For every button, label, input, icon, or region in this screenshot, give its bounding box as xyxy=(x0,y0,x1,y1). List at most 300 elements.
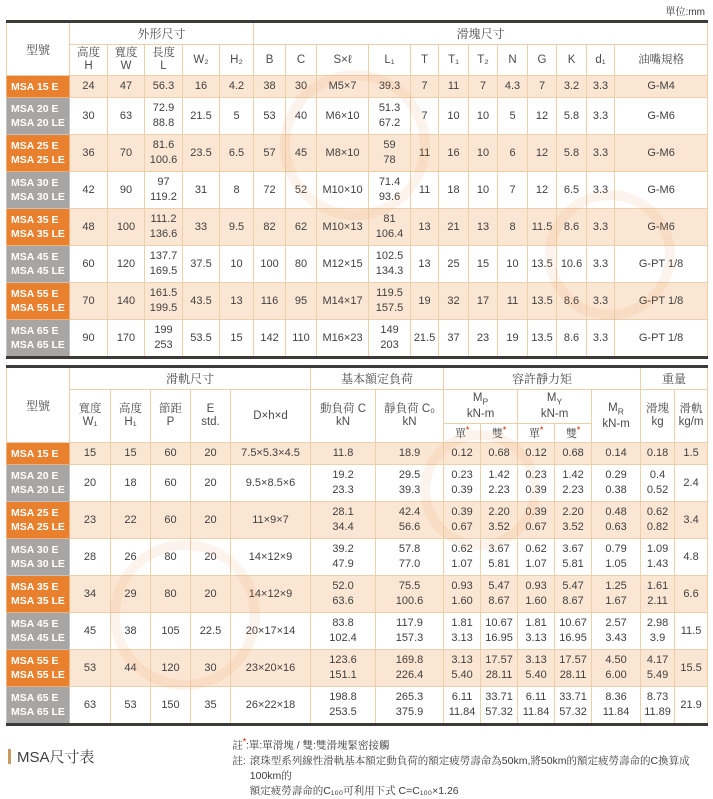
data-cell: 28 xyxy=(70,539,111,576)
data-cell: G-M6 xyxy=(615,209,708,246)
row-model-label: MSA 20 E MSA 20 LE xyxy=(7,465,70,502)
data-cell: 3.3 xyxy=(587,172,615,209)
data-cell: 11.5 xyxy=(528,209,557,246)
data-cell: 10 xyxy=(498,246,528,283)
data-cell: 38 xyxy=(111,613,151,650)
data-cell: 63 xyxy=(108,98,145,135)
data-cell: 13 xyxy=(411,246,439,283)
data-cell: 53.5 xyxy=(183,320,220,358)
data-cell: 23 xyxy=(469,320,498,358)
data-cell: M10×10 xyxy=(317,172,369,209)
data-cell: 0.18 xyxy=(641,443,675,465)
data-cell: 30 xyxy=(191,650,231,687)
data-cell: 8.6 xyxy=(557,320,587,358)
data-cell: 140 xyxy=(108,283,145,320)
table1-body xyxy=(7,76,708,358)
row-model-label: MSA 65 E MSA 65 LE xyxy=(7,320,70,358)
table-row xyxy=(7,650,708,687)
data-cell: 17.57 28.11 xyxy=(481,650,518,687)
data-cell: M6×10 xyxy=(317,98,369,135)
column-header: S×ℓ xyxy=(317,45,369,76)
data-cell: 57 xyxy=(254,135,286,172)
data-cell: 161.5 199.5 xyxy=(145,283,183,320)
table-row xyxy=(7,687,708,725)
data-cell: 1.81 3.13 xyxy=(518,613,555,650)
data-cell: 44 xyxy=(111,650,151,687)
row-model-label: MSA 45 E MSA 45 LE xyxy=(7,613,70,650)
data-cell: 38 xyxy=(254,76,286,98)
data-cell: 1.81 3.13 xyxy=(444,613,481,650)
data-cell: 40 xyxy=(286,98,317,135)
outer-block-dimensions-table xyxy=(6,20,708,359)
data-cell: 45 xyxy=(70,613,111,650)
data-cell: 20 xyxy=(191,576,231,613)
data-cell: 60 xyxy=(151,502,191,539)
data-cell: 19.2 23.3 xyxy=(311,465,376,502)
table-row xyxy=(7,98,708,135)
data-cell: 18 xyxy=(439,172,469,209)
data-cell: 10 xyxy=(469,135,498,172)
data-cell: 3.3 xyxy=(587,98,615,135)
data-cell: 11 xyxy=(411,135,439,172)
data-cell: 12 xyxy=(528,172,557,209)
data-cell: 10 xyxy=(469,172,498,209)
data-cell: 20 xyxy=(191,539,231,576)
data-cell: 120 xyxy=(108,246,145,283)
data-cell: 0.48 0.63 xyxy=(592,502,641,539)
data-cell: 72 xyxy=(254,172,286,209)
data-cell: 59 78 xyxy=(369,135,411,172)
table2-body xyxy=(7,443,708,725)
data-cell: 6.5 xyxy=(220,135,254,172)
data-cell: 30 xyxy=(286,76,317,98)
column-header: N xyxy=(498,45,528,76)
data-cell: 0.79 1.05 xyxy=(592,539,641,576)
data-cell: 29 xyxy=(111,576,151,613)
unit-label: 單位:mm xyxy=(665,7,705,18)
data-cell: 17.57 28.11 xyxy=(555,650,592,687)
data-cell: 6.6 xyxy=(675,576,708,613)
data-cell: 16 xyxy=(183,76,220,98)
data-cell: 75.5 100.6 xyxy=(376,576,444,613)
data-cell: 57.8 77.0 xyxy=(376,539,444,576)
data-cell: 3.3 xyxy=(587,283,615,320)
data-cell: 13.5 xyxy=(528,246,557,283)
data-cell: 3.67 5.81 xyxy=(481,539,518,576)
data-cell: 3.2 xyxy=(557,76,587,98)
data-cell: 10.67 16.95 xyxy=(481,613,518,650)
data-cell: 37 xyxy=(439,320,469,358)
col-header-mp: $M_P$ kN-m xyxy=(444,390,518,424)
data-cell: 6.11 11.84 xyxy=(444,687,481,725)
data-cell: 5.47 8.67 xyxy=(555,576,592,613)
data-cell: 10 xyxy=(439,98,469,135)
table-row xyxy=(7,613,708,650)
data-cell: 20 xyxy=(70,465,111,502)
data-cell: 3.3 xyxy=(587,246,615,283)
data-cell: 137.7 169.5 xyxy=(145,246,183,283)
data-cell: 265.3 375.9 xyxy=(376,687,444,725)
data-cell: 80 xyxy=(151,539,191,576)
data-cell: 37.5 xyxy=(183,246,220,283)
data-cell: M16×23 xyxy=(317,320,369,358)
data-cell: 13 xyxy=(411,209,439,246)
column-header: K xyxy=(557,45,587,76)
data-cell: G-M6 xyxy=(615,98,708,135)
data-cell: 3.3 xyxy=(587,209,615,246)
data-cell: 80 xyxy=(286,246,317,283)
data-cell: 82 xyxy=(254,209,286,246)
data-cell: 149 203 xyxy=(369,320,411,358)
data-cell: 4.3 xyxy=(498,76,528,98)
col-header-dynamic-load: 動負荷 C kN xyxy=(311,390,376,443)
data-cell: 110 xyxy=(286,320,317,358)
data-cell: 7 xyxy=(469,76,498,98)
table1-group-header-row xyxy=(7,22,708,45)
row-model-label: MSA 30 E MSA 30 LE xyxy=(7,539,70,576)
data-cell: 26 xyxy=(111,539,151,576)
data-cell: 199 253 xyxy=(145,320,183,358)
data-cell: 32 xyxy=(439,283,469,320)
table-row xyxy=(7,539,708,576)
data-cell: 5 xyxy=(498,98,528,135)
table-row xyxy=(7,502,708,539)
data-cell: 19 xyxy=(411,283,439,320)
data-cell: 1.09 1.43 xyxy=(641,539,675,576)
row-model-label: MSA 35 E MSA 35 LE xyxy=(7,209,70,246)
data-cell: 33 xyxy=(183,209,220,246)
table-row xyxy=(7,246,708,283)
data-cell: 43.5 xyxy=(183,283,220,320)
rail-load-weight-table xyxy=(6,365,708,726)
data-cell: 3.13 5.40 xyxy=(518,650,555,687)
data-cell: 11×9×7 xyxy=(231,502,311,539)
table1-column-header-row xyxy=(7,45,708,76)
data-cell: 42 xyxy=(70,172,108,209)
data-cell: 2.20 3.52 xyxy=(481,502,518,539)
rail-dimensions-group-header: 滑軌尺寸 xyxy=(70,367,311,390)
data-cell: 51.3 67.2 xyxy=(369,98,411,135)
data-cell: 8 xyxy=(220,172,254,209)
data-cell: 23.5 xyxy=(183,135,220,172)
row-model-label: MSA 15 E xyxy=(7,76,70,98)
data-cell: 22 xyxy=(111,502,151,539)
data-cell: 21.5 xyxy=(411,320,439,358)
data-cell: 100 xyxy=(108,209,145,246)
data-cell: 0.62 0.82 xyxy=(641,502,675,539)
data-cell: 3.3 xyxy=(587,135,615,172)
data-cell: 20 xyxy=(191,465,231,502)
table-row xyxy=(7,465,708,502)
data-cell: 7 xyxy=(411,98,439,135)
data-cell: 95 xyxy=(286,283,317,320)
data-cell: 53 xyxy=(254,98,286,135)
data-cell: 105 xyxy=(151,613,191,650)
data-cell: 150 xyxy=(151,687,191,725)
data-cell: M12×15 xyxy=(317,246,369,283)
footer xyxy=(6,734,707,799)
data-cell: G-M6 xyxy=(615,172,708,209)
data-cell: 16 xyxy=(439,135,469,172)
data-cell: 10.67 16.95 xyxy=(555,613,592,650)
data-cell: 24 xyxy=(70,76,108,98)
data-cell: 15 xyxy=(220,320,254,358)
col-header-h1: 高度 H₁ xyxy=(111,390,151,443)
col-header-my: $M_Y$ kN-m xyxy=(518,390,592,424)
data-cell: G-PT 1/8 xyxy=(615,283,708,320)
data-cell: 15.5 xyxy=(675,650,708,687)
table-row xyxy=(7,135,708,172)
column-header: B xyxy=(254,45,286,76)
col-header-double: 雙* xyxy=(481,424,518,443)
data-cell: 8.6 xyxy=(557,209,587,246)
data-cell: 71.4 93.6 xyxy=(369,172,411,209)
data-cell: 11.8 xyxy=(311,443,376,465)
column-header: T xyxy=(411,45,439,76)
data-cell: G-M4 xyxy=(615,76,708,98)
data-cell: 0.62 1.07 xyxy=(518,539,555,576)
data-cell: 34 xyxy=(70,576,111,613)
row-model-label: MSA 35 E MSA 35 LE xyxy=(7,576,70,613)
note-1: 註*:單:單滑塊 / 雙:雙滑塊緊密接觸 xyxy=(232,737,390,752)
row-model-label: MSA 25 E MSA 25 LE xyxy=(7,502,70,539)
data-cell: 20 xyxy=(191,502,231,539)
data-cell: 117.9 157.3 xyxy=(376,613,444,650)
basic-load-group-header: 基本額定負荷 xyxy=(311,367,444,390)
data-cell: 60 xyxy=(151,443,191,465)
data-cell: 102.5 134.3 xyxy=(369,246,411,283)
data-cell: 11 xyxy=(439,76,469,98)
data-cell: 53 xyxy=(111,687,151,725)
column-header: 高度 H xyxy=(70,45,108,76)
table-row xyxy=(7,283,708,320)
data-cell: 81.6 100.6 xyxy=(145,135,183,172)
data-cell: 0.39 0.67 xyxy=(444,502,481,539)
data-cell: 116 xyxy=(254,283,286,320)
data-cell: 8 xyxy=(498,209,528,246)
data-cell: 123.6 151.1 xyxy=(311,650,376,687)
data-cell: 4.2 xyxy=(220,76,254,98)
table-row xyxy=(7,76,708,98)
data-cell: 25 xyxy=(439,246,469,283)
data-cell: 3.3 xyxy=(587,76,615,98)
data-cell: 2.20 3.52 xyxy=(555,502,592,539)
data-cell: 2.98 3.9 xyxy=(641,613,675,650)
data-cell: 0.12 xyxy=(444,443,481,465)
data-cell: 10 xyxy=(220,246,254,283)
column-header: L₁ xyxy=(369,45,411,76)
data-cell: 4.17 5.49 xyxy=(641,650,675,687)
data-cell: 14×12×9 xyxy=(231,576,311,613)
data-cell: 83.8 102.4 xyxy=(311,613,376,650)
data-cell: 39.2 47.9 xyxy=(311,539,376,576)
data-cell: 30 xyxy=(70,98,108,135)
table2-group-header-row xyxy=(7,367,708,390)
table-row xyxy=(7,320,708,358)
data-cell: 5.8 xyxy=(557,135,587,172)
col-header-e-std: E std. xyxy=(191,390,231,443)
column-header: C xyxy=(286,45,317,76)
data-cell: 72.9 88.8 xyxy=(145,98,183,135)
data-cell: 1.61 2.11 xyxy=(641,576,675,613)
data-cell: 11.5 xyxy=(675,613,708,650)
data-cell: 97 119.2 xyxy=(145,172,183,209)
data-cell: 120 xyxy=(151,650,191,687)
data-cell: 15 xyxy=(469,246,498,283)
data-cell: 42.4 56.6 xyxy=(376,502,444,539)
column-header: 油嘴規格 xyxy=(615,45,708,76)
col-header-slider-weight: 滑塊 kg xyxy=(641,390,675,443)
data-cell: 7 xyxy=(498,172,528,209)
data-cell: 13 xyxy=(220,283,254,320)
data-cell: 80 xyxy=(151,576,191,613)
data-cell: 28.1 34.4 xyxy=(311,502,376,539)
col-header-single: 單* xyxy=(518,424,555,443)
row-model-label: MSA 20 E MSA 20 LE xyxy=(7,98,70,135)
data-cell: 52 xyxy=(286,172,317,209)
col-header-rail-weight: 滑軌 kg/m xyxy=(675,390,708,443)
data-cell: 21 xyxy=(439,209,469,246)
data-cell: 53 xyxy=(70,650,111,687)
data-cell: 10 xyxy=(469,98,498,135)
data-cell: 2.57 3.43 xyxy=(592,613,641,650)
data-cell: 198.8 253.5 xyxy=(311,687,376,725)
data-cell: 22.5 xyxy=(191,613,231,650)
table2-column-header-row xyxy=(7,390,708,424)
data-cell: 90 xyxy=(70,320,108,358)
data-cell: 48 xyxy=(70,209,108,246)
data-cell: 119.5 157.5 xyxy=(369,283,411,320)
note-2: 註: 滾珠型系列線性滑軌基本額定動負荷的額定疲勞壽命為50km,將50km的額定疲勞壽命的C換算成100km的 額定疲勞壽命的C₁₀₀可利用下式 C=C₁₀₀×1.26 xyxy=(232,754,690,797)
data-cell: 12 xyxy=(528,135,557,172)
block-dimensions-group-header: 滑塊尺寸 xyxy=(254,22,708,45)
data-cell: 4.8 xyxy=(675,539,708,576)
data-cell: 0.29 0.38 xyxy=(592,465,641,502)
data-cell: 12 xyxy=(528,98,557,135)
data-cell: 5.47 8.67 xyxy=(481,576,518,613)
data-cell: 33.71 57.32 xyxy=(555,687,592,725)
data-cell: 13.5 xyxy=(528,283,557,320)
data-cell: 13 xyxy=(469,209,498,246)
data-cell: 3.4 xyxy=(675,502,708,539)
data-cell: M10×13 xyxy=(317,209,369,246)
data-cell: 60 xyxy=(70,246,108,283)
row-model-label: MSA 45 E MSA 45 LE xyxy=(7,246,70,283)
data-cell: 142 xyxy=(254,320,286,358)
data-cell: 8.73 11.89 xyxy=(641,687,675,725)
data-cell: 3.13 5.40 xyxy=(444,650,481,687)
column-header: W₂ xyxy=(183,45,220,76)
col-header-dhd: D×h×d xyxy=(231,390,311,443)
data-cell: 0.23 0.39 xyxy=(444,465,481,502)
data-cell: 20×17×14 xyxy=(231,613,311,650)
row-model-label: MSA 55 E MSA 55 LE xyxy=(7,283,70,320)
data-cell: G-PT 1/8 xyxy=(615,246,708,283)
data-cell: 17 xyxy=(469,283,498,320)
table-row xyxy=(7,209,708,246)
data-cell: 170 xyxy=(108,320,145,358)
data-cell: 63 xyxy=(70,687,111,725)
data-cell: 9.5 xyxy=(220,209,254,246)
data-cell: 169.8 226.4 xyxy=(376,650,444,687)
data-cell: 18 xyxy=(111,465,151,502)
data-cell: 60 xyxy=(151,465,191,502)
column-header: H₂ xyxy=(220,45,254,76)
data-cell: 39.3 xyxy=(369,76,411,98)
data-cell: 2.4 xyxy=(675,465,708,502)
data-cell: 3.3 xyxy=(587,320,615,358)
data-cell: 0.4 0.52 xyxy=(641,465,675,502)
asterisk: * xyxy=(576,425,581,435)
data-cell: 47 xyxy=(108,76,145,98)
data-cell: 8.6 xyxy=(557,283,587,320)
data-cell: 14×12×9 xyxy=(231,539,311,576)
title-accent-bar xyxy=(8,749,11,764)
data-cell: 13.5 xyxy=(528,320,557,358)
footer-title-text: MSA尺寸表 xyxy=(17,749,95,767)
table-row xyxy=(7,443,708,465)
data-cell: 81 106.4 xyxy=(369,209,411,246)
col-header-w1: 寬度 W₁ xyxy=(70,390,111,443)
data-cell: 31 xyxy=(183,172,220,209)
data-cell: 9.5×8.5×6 xyxy=(231,465,311,502)
data-cell: 15 xyxy=(70,443,111,465)
data-cell: 1.5 xyxy=(675,443,708,465)
asterisk: * xyxy=(539,425,544,435)
data-cell: 0.93 1.60 xyxy=(518,576,555,613)
row-model-label: MSA 15 E xyxy=(7,443,70,465)
data-cell: 0.12 xyxy=(518,443,555,465)
model-column-header: 型號 xyxy=(7,22,70,76)
table-row xyxy=(7,172,708,209)
data-cell: 100 xyxy=(254,246,286,283)
column-header: 長度 L xyxy=(145,45,183,76)
row-model-label: MSA 55 E MSA 55 LE xyxy=(7,650,70,687)
table-row xyxy=(7,576,708,613)
data-cell: 7 xyxy=(528,76,557,98)
data-cell: 6 xyxy=(498,135,528,172)
data-cell: 35 xyxy=(191,687,231,725)
data-cell: 21.5 xyxy=(183,98,220,135)
data-cell: 45 xyxy=(286,135,317,172)
data-cell: 0.39 0.67 xyxy=(518,502,555,539)
col-header-mr: $M_R$ kN-m xyxy=(592,390,641,443)
data-cell: 8.36 11.84 xyxy=(592,687,641,725)
asterisk: * xyxy=(465,425,470,435)
asterisk: * xyxy=(242,737,246,747)
data-cell: 23×20×16 xyxy=(231,650,311,687)
data-cell: 21.9 xyxy=(675,687,708,725)
data-cell: 19 xyxy=(498,320,528,358)
notes xyxy=(232,734,707,799)
data-cell: 0.14 xyxy=(592,443,641,465)
col-header-static-load: 靜負荷 C₀ kN xyxy=(376,390,444,443)
data-cell: 70 xyxy=(70,283,108,320)
data-cell: 33.71 57.32 xyxy=(481,687,518,725)
data-cell: 1.25 1.67 xyxy=(592,576,641,613)
data-cell: 7 xyxy=(411,76,439,98)
footer-title xyxy=(6,746,232,767)
data-cell: 111.2 136.6 xyxy=(145,209,183,246)
column-header: G xyxy=(528,45,557,76)
data-cell: 26×22×18 xyxy=(231,687,311,725)
data-cell: 0.23 0.39 xyxy=(518,465,555,502)
data-cell: 52.0 63.6 xyxy=(311,576,376,613)
data-cell: 15 xyxy=(111,443,151,465)
data-cell: 6.5 xyxy=(557,172,587,209)
data-cell: 1.42 2.23 xyxy=(481,465,518,502)
row-model-label: MSA 30 E MSA 30 LE xyxy=(7,172,70,209)
